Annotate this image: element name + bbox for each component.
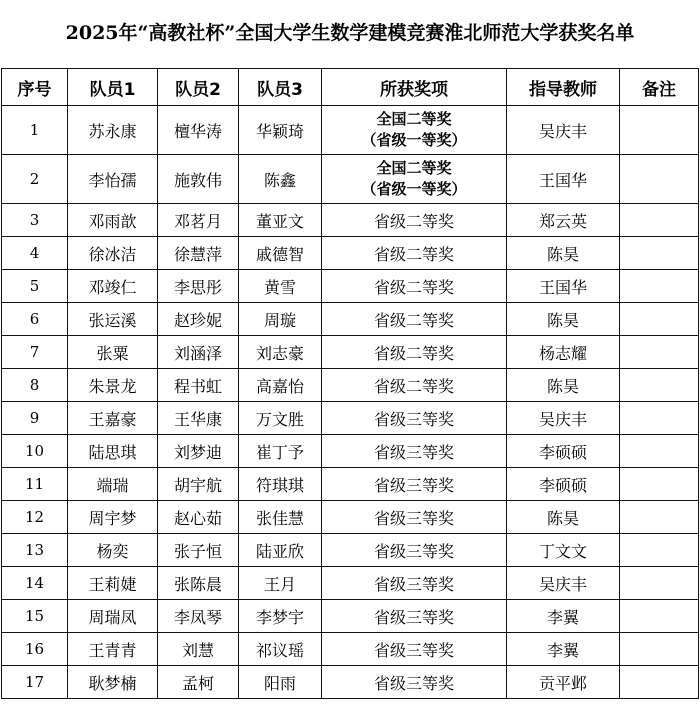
row-index: 13	[2, 534, 68, 567]
award-label: 省级三等奖	[373, 574, 454, 594]
row-index: 11	[2, 468, 68, 501]
award-label: 省级三等奖	[373, 607, 454, 627]
award-provincial-label: （省级一等奖）	[361, 180, 467, 198]
member3-cell: 周璇	[239, 303, 322, 336]
award-cell	[322, 237, 507, 270]
note-cell	[620, 369, 699, 402]
member1-cell: 张运溪	[68, 303, 158, 336]
note-cell	[620, 600, 699, 633]
member3-cell: 阳雨	[239, 666, 322, 699]
award-cell	[322, 402, 507, 435]
header-member1: 队员1	[68, 69, 158, 106]
note-cell	[620, 204, 699, 237]
row-index: 2	[2, 155, 68, 204]
note-cell	[620, 501, 699, 534]
member1-cell: 朱景龙	[68, 369, 158, 402]
row-index: 7	[2, 336, 68, 369]
award-label: 省级二等奖	[373, 277, 454, 297]
member1-cell: 周瑞凤	[68, 600, 158, 633]
member3-cell: 陈鑫	[239, 155, 322, 204]
member3-cell: 万文胜	[239, 402, 322, 435]
award-label: 省级二等奖	[373, 211, 454, 231]
member1-cell: 邓雨歆	[68, 204, 158, 237]
member2-cell: 施敦伟	[158, 155, 239, 204]
award-label: 省级三等奖	[373, 640, 454, 660]
member1-cell: 杨奕	[68, 534, 158, 567]
note-cell	[620, 468, 699, 501]
member3-cell: 王月	[239, 567, 322, 600]
document-title: 2025年“高教社杯”全国大学生数学建模竞赛淮北师范大学获奖名单	[65, 22, 635, 44]
member1-cell: 陆思琪	[68, 435, 158, 468]
advisor-cell: 王国华	[507, 155, 620, 204]
award-cell	[322, 567, 507, 600]
award-cell	[322, 600, 507, 633]
advisor-cell: 吴庆丰	[507, 567, 620, 600]
advisor-cell: 李硕硕	[507, 468, 620, 501]
note-cell	[620, 666, 699, 699]
member1-cell: 张粟	[68, 336, 158, 369]
row-index: 4	[2, 237, 68, 270]
member1-cell: 周宇梦	[68, 501, 158, 534]
note-cell	[620, 633, 699, 666]
advisor-cell: 郑云英	[507, 204, 620, 237]
member2-cell: 邓茗月	[158, 204, 239, 237]
member3-cell: 董亚文	[239, 204, 322, 237]
member2-cell: 张子恒	[158, 534, 239, 567]
award-label: 省级二等奖	[373, 343, 454, 363]
table-row	[2, 369, 699, 402]
note-cell	[620, 402, 699, 435]
award-national-label: 全国二等奖	[376, 159, 452, 177]
award-cell	[322, 435, 507, 468]
award-label: 省级二等奖	[373, 244, 454, 264]
row-index: 10	[2, 435, 68, 468]
member1-cell: 王莉婕	[68, 567, 158, 600]
member3-cell: 李梦宇	[239, 600, 322, 633]
member3-cell: 华颖琦	[239, 106, 322, 155]
table-row	[2, 567, 699, 600]
member2-cell: 李思彤	[158, 270, 239, 303]
advisor-cell: 陈昊	[507, 303, 620, 336]
advisor-cell: 吴庆丰	[507, 106, 620, 155]
member2-cell: 胡宇航	[158, 468, 239, 501]
member2-cell: 张陈晨	[158, 567, 239, 600]
advisor-cell: 丁文文	[507, 534, 620, 567]
header-member2: 队员2	[158, 69, 239, 106]
advisor-cell: 贡平邺	[507, 666, 620, 699]
award-cell	[322, 106, 507, 155]
table-row	[2, 666, 699, 699]
award-cell	[322, 204, 507, 237]
note-cell	[620, 435, 699, 468]
member3-cell: 崔丁予	[239, 435, 322, 468]
header-member3: 队员3	[239, 69, 322, 106]
advisor-cell: 吴庆丰	[507, 402, 620, 435]
note-cell	[620, 336, 699, 369]
table-row	[2, 435, 699, 468]
member3-cell: 刘志豪	[239, 336, 322, 369]
table-row	[2, 600, 699, 633]
member1-cell: 苏永康	[68, 106, 158, 155]
note-cell	[620, 270, 699, 303]
member2-cell: 徐慧萍	[158, 237, 239, 270]
note-cell	[620, 237, 699, 270]
member2-cell: 孟柯	[158, 666, 239, 699]
member3-cell: 张佳慧	[239, 501, 322, 534]
award-cell	[322, 369, 507, 402]
member1-cell: 李怡孺	[68, 155, 158, 204]
note-cell	[620, 106, 699, 155]
member1-cell: 王青青	[68, 633, 158, 666]
table-row	[2, 237, 699, 270]
member3-cell: 陆亚欣	[239, 534, 322, 567]
row-index: 1	[2, 106, 68, 155]
header-note: 备注	[620, 69, 699, 106]
advisor-cell: 陈昊	[507, 369, 620, 402]
member2-cell: 王华康	[158, 402, 239, 435]
advisor-cell: 陈昊	[507, 501, 620, 534]
table-row	[2, 501, 699, 534]
member1-cell: 王嘉豪	[68, 402, 158, 435]
member1-cell: 徐冰洁	[68, 237, 158, 270]
note-cell	[620, 155, 699, 204]
award-label: 省级三等奖	[373, 409, 454, 429]
award-cell	[322, 336, 507, 369]
award-label: 省级二等奖	[373, 376, 454, 396]
member3-cell: 黄雪	[239, 270, 322, 303]
table-row	[2, 270, 699, 303]
row-index: 6	[2, 303, 68, 336]
award-national-label: 全国二等奖	[376, 110, 452, 128]
header-index: 序号	[2, 69, 68, 106]
award-label: 省级三等奖	[373, 541, 454, 561]
row-index: 17	[2, 666, 68, 699]
row-index: 3	[2, 204, 68, 237]
member2-cell: 刘梦迪	[158, 435, 239, 468]
note-cell	[620, 534, 699, 567]
header-award: 所获奖项	[322, 69, 507, 106]
row-index: 9	[2, 402, 68, 435]
advisor-cell: 李翼	[507, 633, 620, 666]
row-index: 5	[2, 270, 68, 303]
table-row	[2, 155, 699, 204]
member2-cell: 刘慧	[158, 633, 239, 666]
award-label: 省级三等奖	[373, 475, 454, 495]
table-body	[2, 106, 699, 699]
table-row	[2, 402, 699, 435]
header-row	[2, 69, 699, 106]
header-advisor: 指导教师	[507, 69, 620, 106]
award-cell	[322, 666, 507, 699]
advisor-cell: 李翼	[507, 600, 620, 633]
awards-table	[1, 68, 699, 699]
table-row	[2, 303, 699, 336]
member1-cell: 耿梦楠	[68, 666, 158, 699]
row-index: 14	[2, 567, 68, 600]
table-row	[2, 106, 699, 155]
member1-cell: 端瑞	[68, 468, 158, 501]
award-cell	[322, 155, 507, 204]
award-label: 省级三等奖	[373, 442, 454, 462]
award-cell	[322, 633, 507, 666]
row-index: 12	[2, 501, 68, 534]
award-provincial-label: （省级一等奖）	[361, 131, 467, 149]
advisor-cell: 王国华	[507, 270, 620, 303]
award-label: 省级三等奖	[373, 673, 454, 693]
member2-cell: 赵珍妮	[158, 303, 239, 336]
member2-cell: 赵心茹	[158, 501, 239, 534]
award-cell	[322, 534, 507, 567]
row-index: 16	[2, 633, 68, 666]
award-cell	[322, 303, 507, 336]
award-cell	[322, 501, 507, 534]
member2-cell: 檀华涛	[158, 106, 239, 155]
advisor-cell: 杨志耀	[507, 336, 620, 369]
table-row	[2, 468, 699, 501]
row-index: 15	[2, 600, 68, 633]
member3-cell: 符琪琪	[239, 468, 322, 501]
member2-cell: 李凤琴	[158, 600, 239, 633]
advisor-cell: 陈昊	[507, 237, 620, 270]
member3-cell: 高嘉怡	[239, 369, 322, 402]
table-row	[2, 204, 699, 237]
note-cell	[620, 567, 699, 600]
table-row	[2, 633, 699, 666]
advisor-cell: 李硕硕	[507, 435, 620, 468]
award-label: 省级二等奖	[373, 310, 454, 330]
member3-cell: 祁议瑶	[239, 633, 322, 666]
member2-cell: 程书虹	[158, 369, 239, 402]
award-cell	[322, 270, 507, 303]
award-label: 省级三等奖	[373, 508, 454, 528]
member2-cell: 刘涵泽	[158, 336, 239, 369]
table-row	[2, 534, 699, 567]
award-cell	[322, 468, 507, 501]
member1-cell: 邓竣仁	[68, 270, 158, 303]
table-row	[2, 336, 699, 369]
row-index: 8	[2, 369, 68, 402]
member3-cell: 戚德智	[239, 237, 322, 270]
note-cell	[620, 303, 699, 336]
